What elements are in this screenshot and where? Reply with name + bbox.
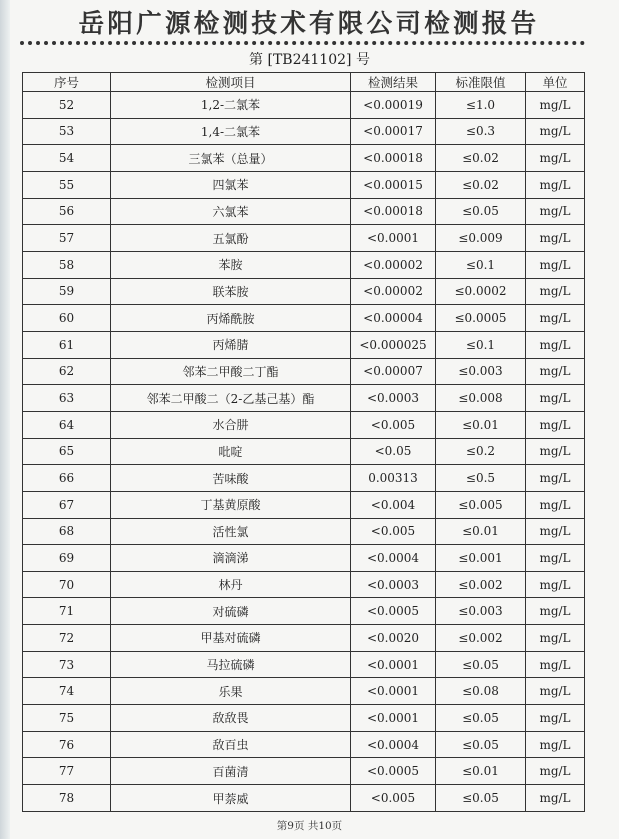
cell-limit: ≤0.008: [436, 385, 526, 412]
cell-limit: ≤0.01: [436, 758, 526, 785]
table-row: [23, 171, 585, 198]
cell-result: <0.0005: [351, 758, 436, 785]
cell-limit: ≤0.01: [436, 411, 526, 438]
cell-result: <0.0001: [351, 705, 436, 732]
cell-item: 滴滴涕: [111, 545, 351, 572]
cell-result: <0.00002: [351, 278, 436, 305]
cell-limit: ≤1.0: [436, 92, 526, 119]
table-header-row: [23, 73, 585, 92]
table-row: [23, 545, 585, 572]
cell-limit: ≤0.3: [436, 118, 526, 145]
cell-index: 63: [23, 385, 111, 412]
cell-unit: mg/L: [526, 438, 585, 465]
cell-result: <0.0020: [351, 625, 436, 652]
table-row: [23, 411, 585, 438]
cell-unit: mg/L: [526, 278, 585, 305]
table-row: [23, 251, 585, 278]
cell-limit: ≤0.0002: [436, 278, 526, 305]
column-header-index: 序号: [23, 73, 111, 92]
cell-item: 三氯苯（总量）: [111, 145, 351, 172]
cell-item: 敌敌畏: [111, 705, 351, 732]
table-row: [23, 491, 585, 518]
cell-result: <0.0001: [351, 225, 436, 252]
cell-result: <0.0001: [351, 678, 436, 705]
table-row: [23, 305, 585, 332]
cell-limit: ≤0.002: [436, 571, 526, 598]
table-row: [23, 145, 585, 172]
cell-index: 65: [23, 438, 111, 465]
cell-result: <0.0003: [351, 571, 436, 598]
table-body: [23, 92, 585, 812]
cell-unit: mg/L: [526, 305, 585, 332]
cell-index: 52: [23, 92, 111, 119]
cell-limit: ≤0.1: [436, 251, 526, 278]
cell-item: 活性氯: [111, 518, 351, 545]
cell-limit: ≤0.05: [436, 731, 526, 758]
cell-index: 72: [23, 625, 111, 652]
column-header-item: 检测项目: [111, 73, 351, 92]
cell-item: 敌百虫: [111, 731, 351, 758]
cell-index: 67: [23, 491, 111, 518]
cell-result: <0.00018: [351, 145, 436, 172]
cell-limit: ≤0.05: [436, 705, 526, 732]
cell-item: 水合肼: [111, 411, 351, 438]
cell-unit: mg/L: [526, 625, 585, 652]
cell-index: 68: [23, 518, 111, 545]
cell-item: 苯胺: [111, 251, 351, 278]
cell-unit: mg/L: [526, 225, 585, 252]
cell-result: <0.00019: [351, 92, 436, 119]
cell-item: 1,2-二氯苯: [111, 92, 351, 119]
cell-unit: mg/L: [526, 198, 585, 225]
table-row: [23, 598, 585, 625]
cell-index: 76: [23, 731, 111, 758]
cell-unit: mg/L: [526, 758, 585, 785]
cell-unit: mg/L: [526, 118, 585, 145]
cell-item: 丙烯酰胺: [111, 305, 351, 332]
cell-index: 73: [23, 651, 111, 678]
cell-result: <0.004: [351, 491, 436, 518]
cell-item: 甲萘威: [111, 785, 351, 812]
cell-result: <0.00018: [351, 198, 436, 225]
cell-index: 61: [23, 331, 111, 358]
cell-index: 55: [23, 171, 111, 198]
cell-unit: mg/L: [526, 411, 585, 438]
cell-unit: mg/L: [526, 545, 585, 572]
table-row: [23, 651, 585, 678]
report-number: 第 [TB241102] 号: [249, 52, 370, 68]
cell-item: 邻苯二甲酸二丁酯: [111, 358, 351, 385]
column-header-limit: 标准限值: [436, 73, 526, 92]
cell-result: <0.05: [351, 438, 436, 465]
cell-unit: mg/L: [526, 731, 585, 758]
cell-item: 五氯酚: [111, 225, 351, 252]
cell-item: 丁基黄原酸: [111, 491, 351, 518]
cell-limit: ≤0.009: [436, 225, 526, 252]
cell-index: 74: [23, 678, 111, 705]
cell-index: 71: [23, 598, 111, 625]
cell-index: 59: [23, 278, 111, 305]
table-row: [23, 625, 585, 652]
cell-limit: ≤0.005: [436, 491, 526, 518]
cell-index: 70: [23, 571, 111, 598]
cell-unit: mg/L: [526, 385, 585, 412]
cell-result: <0.0003: [351, 385, 436, 412]
cell-unit: mg/L: [526, 465, 585, 492]
cell-index: 77: [23, 758, 111, 785]
cell-item: 六氯苯: [111, 198, 351, 225]
cell-limit: ≤0.02: [436, 171, 526, 198]
cell-limit: ≤0.01: [436, 518, 526, 545]
cell-item: 丙烯腈: [111, 331, 351, 358]
cell-result: <0.00007: [351, 358, 436, 385]
report-title: 岳阳广源检测技术有限公司检测报告: [78, 9, 540, 39]
cell-limit: ≤0.02: [436, 145, 526, 172]
cell-result: <0.000025: [351, 331, 436, 358]
cell-result: <0.00017: [351, 118, 436, 145]
table-row: [23, 785, 585, 812]
cell-index: 66: [23, 465, 111, 492]
table-row: [23, 225, 585, 252]
cell-item: 苦味酸: [111, 465, 351, 492]
cell-result: 0.00313: [351, 465, 436, 492]
cell-result: <0.005: [351, 518, 436, 545]
cell-result: <0.0004: [351, 731, 436, 758]
cell-unit: mg/L: [526, 145, 585, 172]
cell-unit: mg/L: [526, 518, 585, 545]
cell-unit: mg/L: [526, 491, 585, 518]
cell-index: 58: [23, 251, 111, 278]
results-table: [22, 72, 585, 812]
column-header-unit: 单位: [526, 73, 585, 92]
cell-unit: mg/L: [526, 598, 585, 625]
cell-index: 64: [23, 411, 111, 438]
cell-unit: mg/L: [526, 678, 585, 705]
table-row: [23, 518, 585, 545]
cell-index: 57: [23, 225, 111, 252]
table-row: [23, 758, 585, 785]
cell-index: 62: [23, 358, 111, 385]
cell-index: 54: [23, 145, 111, 172]
dotted-divider: [20, 41, 585, 45]
cell-item: 四氯苯: [111, 171, 351, 198]
cell-item: 1,4-二氯苯: [111, 118, 351, 145]
cell-index: 78: [23, 785, 111, 812]
table-row: [23, 705, 585, 732]
binding-edge: [0, 0, 10, 839]
cell-item: 对硫磷: [111, 598, 351, 625]
cell-unit: mg/L: [526, 571, 585, 598]
column-header-result: 检测结果: [351, 73, 436, 92]
cell-limit: ≤0.05: [436, 198, 526, 225]
cell-result: <0.005: [351, 785, 436, 812]
cell-limit: ≤0.05: [436, 651, 526, 678]
cell-item: 邻苯二甲酸二（2-乙基己基）酯: [111, 385, 351, 412]
cell-item: 吡啶: [111, 438, 351, 465]
cell-item: 联苯胺: [111, 278, 351, 305]
cell-result: <0.00002: [351, 251, 436, 278]
cell-index: 60: [23, 305, 111, 332]
cell-index: 53: [23, 118, 111, 145]
cell-result: <0.0001: [351, 651, 436, 678]
cell-item: 乐果: [111, 678, 351, 705]
table-row: [23, 118, 585, 145]
cell-item: 百菌清: [111, 758, 351, 785]
cell-item: 马拉硫磷: [111, 651, 351, 678]
cell-limit: ≤0.1: [436, 331, 526, 358]
table-row: [23, 731, 585, 758]
cell-result: <0.0005: [351, 598, 436, 625]
cell-limit: ≤0.003: [436, 358, 526, 385]
cell-unit: mg/L: [526, 358, 585, 385]
cell-result: <0.00004: [351, 305, 436, 332]
cell-limit: ≤0.0005: [436, 305, 526, 332]
cell-unit: mg/L: [526, 251, 585, 278]
cell-result: <0.005: [351, 411, 436, 438]
cell-unit: mg/L: [526, 171, 585, 198]
cell-item: 甲基对硫磷: [111, 625, 351, 652]
cell-limit: ≤0.002: [436, 625, 526, 652]
table-row: [23, 198, 585, 225]
cell-limit: ≤0.2: [436, 438, 526, 465]
table-row: [23, 92, 585, 119]
table-row: [23, 438, 585, 465]
cell-limit: ≤0.05: [436, 785, 526, 812]
cell-unit: mg/L: [526, 331, 585, 358]
cell-limit: ≤0.5: [436, 465, 526, 492]
table-row: [23, 465, 585, 492]
cell-result: <0.00015: [351, 171, 436, 198]
page-footer: 第9页 共10页: [276, 820, 343, 832]
cell-unit: mg/L: [526, 651, 585, 678]
cell-index: 69: [23, 545, 111, 572]
cell-index: 75: [23, 705, 111, 732]
table-row: [23, 331, 585, 358]
cell-unit: mg/L: [526, 785, 585, 812]
table-row: [23, 385, 585, 412]
cell-index: 56: [23, 198, 111, 225]
cell-unit: mg/L: [526, 92, 585, 119]
cell-result: <0.0004: [351, 545, 436, 572]
table-row: [23, 278, 585, 305]
cell-limit: ≤0.001: [436, 545, 526, 572]
cell-unit: mg/L: [526, 705, 585, 732]
table-row: [23, 678, 585, 705]
cell-limit: ≤0.08: [436, 678, 526, 705]
cell-limit: ≤0.003: [436, 598, 526, 625]
table-row: [23, 571, 585, 598]
table-row: [23, 358, 585, 385]
cell-item: 林丹: [111, 571, 351, 598]
